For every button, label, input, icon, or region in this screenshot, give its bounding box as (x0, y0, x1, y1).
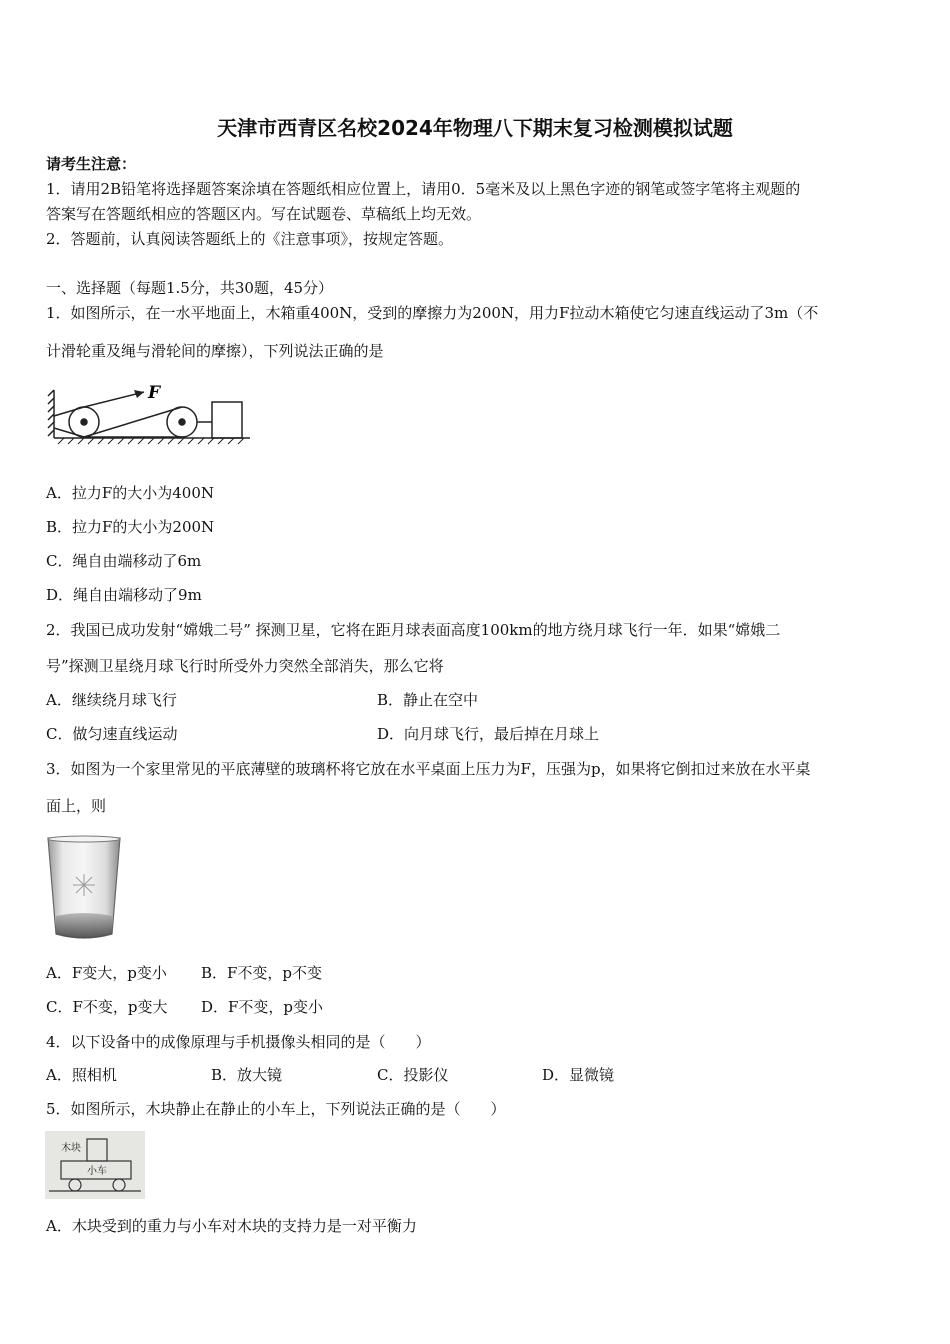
q5-option-a: A．木块受到的重力与小车对木块的支持力是一对平衡力 (46, 1217, 417, 1235)
notice-heading: 请考生注意： (46, 155, 137, 173)
q1-option-b: B．拉力F的大小为200N (46, 518, 215, 536)
cart-label: 小车 (87, 1166, 107, 1177)
q5-stem: 5．如图所示，木块静止在静止的小车上，下列说法正确的是（ ） (46, 1100, 506, 1118)
q2-option-d: D．向月球飞行，最后掉在月球上 (377, 725, 600, 743)
notice-item-1: 1．请用2B铅笔将选择题答案涂填在答题纸相应位置上，请用0．5毫米及以上黑色字迹的钢笔或签字笔将主观题的 (46, 180, 801, 198)
q4-option-c: C．投影仪 (377, 1066, 449, 1084)
q1-stem-line1: 1．如图所示，在一水平地面上，木箱重400N，受到的摩擦力为200N，用力F拉动木箱使它匀速直线运动了3m（不 (46, 304, 819, 322)
q4-option-a: A．照相机 (46, 1066, 117, 1084)
q3-option-b: B．F不变，p不变 (201, 964, 323, 982)
q3-stem-line1: 3．如图为一个家里常见的平底薄壁的玻璃杯将它放在水平桌面上压力为F，压强为p，如果将它倒扣过来放在水平桌 (46, 760, 811, 778)
q2-stem-line2: 号”探测卫星绕月球飞行时所受外力突然全部消失，那么它将 (46, 657, 444, 675)
q4-option-b: B．放大镜 (211, 1066, 283, 1084)
q2-stem-line1: 2．我国已成功发射“嫦娥二号” 探测卫星，它将在距月球表面高度100km的地方绕月球飞行一年．如果“嫦娥二 (46, 621, 781, 639)
q3-option-c: C．F不变，p变大 (46, 998, 168, 1016)
q2-option-b: B．静止在空中 (377, 691, 479, 709)
q4-stem: 4．以下设备中的成像原理与手机摄像头相同的是（ ） (46, 1033, 431, 1051)
glass-cup-figure (44, 834, 124, 946)
block-on-cart-figure (45, 1131, 145, 1199)
q1-option-d: D．绳自由端移动了9m (46, 586, 202, 604)
block-label: 木块 (61, 1143, 81, 1154)
q1-option-a: A．拉力F的大小为400N (46, 484, 214, 502)
page-title: 天津市西青区名校2024年物理八下期末复习检测模拟试题 (217, 116, 733, 140)
q3-stem-line2: 面上，则 (46, 797, 107, 815)
force-label: F (148, 383, 161, 403)
q4-option-d: D．显微镜 (542, 1066, 615, 1084)
q2-option-c: C．做匀速直线运动 (46, 725, 178, 743)
q1-option-c: C．绳自由端移动了6m (46, 552, 202, 570)
pulley-figure (44, 380, 254, 452)
q1-stem-line2: 计滑轮重及绳与滑轮间的摩擦），下列说法正确的是 (46, 342, 384, 360)
notice-item-2: 2．答题前，认真阅读答题纸上的《注意事项》，按规定答题。 (46, 230, 454, 248)
q2-option-a: A．继续绕月球飞行 (46, 691, 177, 709)
section-heading: 一、选择题（每题1.5分，共30题，45分） (46, 279, 334, 297)
q3-option-a: A．F变大，p变小 (46, 964, 167, 982)
q3-option-d: D．F不变，p变小 (201, 998, 324, 1016)
notice-item-1-cont: 答案写在答题纸相应的答题区内。写在试题卷、草稿纸上均无效。 (46, 205, 482, 223)
